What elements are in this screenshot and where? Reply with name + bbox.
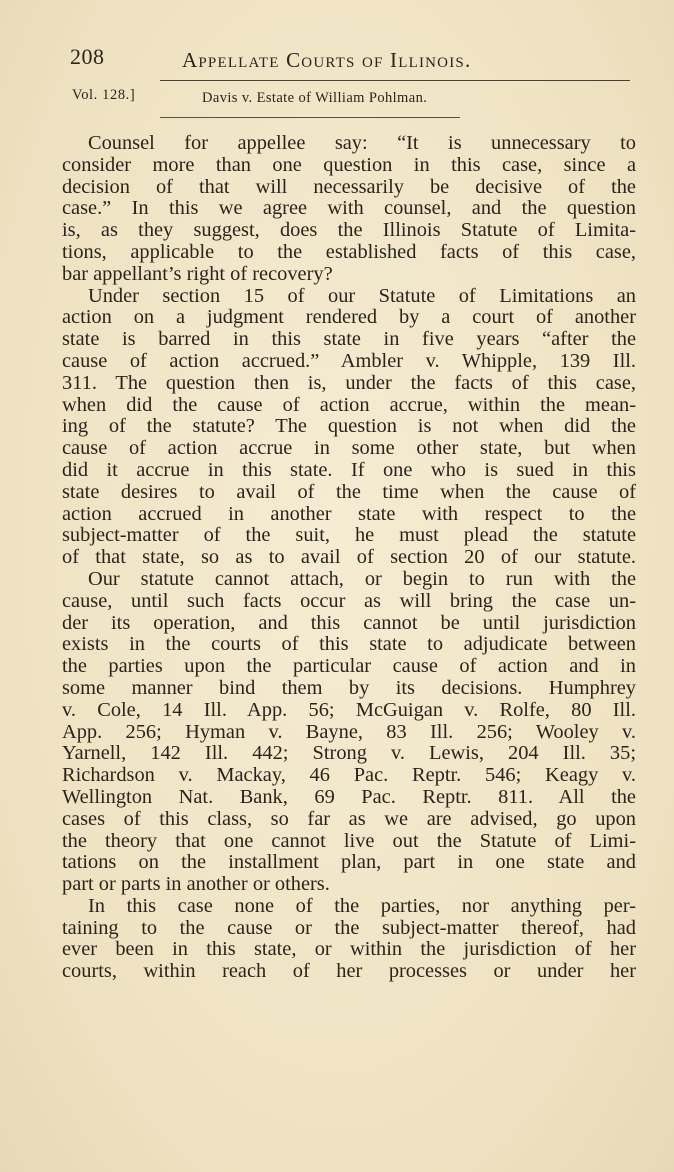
- text-line: decision of that will necessarily be decisive of the: [62, 175, 636, 198]
- text-line: Counsel for appellee say: “It is unnecessary to: [88, 132, 636, 154]
- citation-line: [72, 87, 632, 111]
- text-line: courts, within reach of her processes or under her: [62, 960, 636, 983]
- text-line: consider more than one question in this case, since a: [62, 153, 636, 176]
- text-line: Under section 15 of our Statute of Limitations an: [88, 284, 636, 307]
- case-title: Davis v. Estate of William Pohlman.: [202, 90, 428, 106]
- opinion-text: [62, 133, 636, 983]
- text-line: cause of action accrue in some other state, but when: [62, 437, 636, 460]
- running-head: [70, 42, 550, 78]
- volume-label: Vol. 128.]: [72, 87, 136, 103]
- citation-rule: [160, 117, 460, 118]
- text-line: action on a judgment rendered by a court of another: [62, 306, 636, 329]
- text-line: when did the cause of action accrue, within the mean-: [62, 393, 636, 416]
- text-line: 311. The question then is, under the facts of this case,: [62, 371, 636, 394]
- text-line: subject-matter of the suit, he must plead the statute: [62, 524, 636, 547]
- text-line: part or parts in another or others.: [62, 873, 330, 896]
- text-line: ing of the statute? The question is not when did the: [62, 415, 636, 438]
- text-line: tations on the installment plan, part in one state and: [62, 851, 636, 874]
- text-line: did it accrue in this state. If one who is sued in this: [62, 458, 636, 481]
- text-line: cause of action accrued.” Ambler v. Whipple, 139 Ill.: [62, 349, 636, 372]
- header-rule: [160, 80, 630, 81]
- text-line: der its operation, and this cannot be until jurisdiction: [62, 611, 636, 634]
- text-line: taining to the cause or the subject-matter thereof, had: [62, 916, 636, 939]
- text-line: is, as they suggest, does the Illinois Statute of Limita-: [62, 219, 636, 242]
- text-line: Wellington Nat. Bank, 69 Pac. Reptr. 811. All the: [62, 785, 636, 808]
- text-line: the theory that one cannot live out the Statute of Limi-: [62, 829, 636, 852]
- text-line: exists in the courts of this state to adjudicate between: [62, 633, 636, 656]
- text-line: Yarnell, 142 Ill. 442; Strong v. Lewis, 204 Ill. 35;: [62, 742, 636, 765]
- text-line: v. Cole, 14 Ill. App. 56; McGuigan v. Rolfe, 80 Ill.: [62, 698, 636, 721]
- text-line: tions, applicable to the established facts of this case,: [62, 240, 636, 263]
- text-line: state desires to avail of the time when the cause of: [62, 480, 636, 503]
- text-line: some manner bind them by its decisions. Humphrey: [62, 676, 636, 699]
- text-line: case.” In this we agree with counsel, and the question: [62, 197, 636, 220]
- running-title: Appellate Courts of Illinois.: [182, 48, 472, 72]
- text-line: Our statute cannot attach, or begin to run with the: [88, 567, 636, 590]
- text-line: ever been in this state, or within the jurisdiction of her: [62, 938, 636, 961]
- text-line: action accrued in another state with respect to the: [62, 502, 636, 525]
- page-number: 208: [70, 44, 105, 69]
- text-line: cases of this class, so far as we are advised, go upon: [62, 807, 636, 830]
- text-line: In this case none of the parties, nor anything per-: [88, 894, 636, 917]
- text-line: bar appellant’s right of recovery?: [62, 262, 333, 285]
- text-line: of that state, so as to avail of section 20 of our statute.: [62, 546, 636, 569]
- text-line: Richardson v. Mackay, 46 Pac. Reptr. 546; Keagy v.: [62, 764, 636, 787]
- text-line: the parties upon the particular cause of action and in: [62, 655, 636, 678]
- text-line: App. 256; Hyman v. Bayne, 83 Ill. 256; Wooley v.: [62, 720, 636, 743]
- text-line: state is barred in this state in five years “after the: [62, 328, 636, 351]
- text-line: cause, until such facts occur as will bring the case un-: [62, 589, 636, 612]
